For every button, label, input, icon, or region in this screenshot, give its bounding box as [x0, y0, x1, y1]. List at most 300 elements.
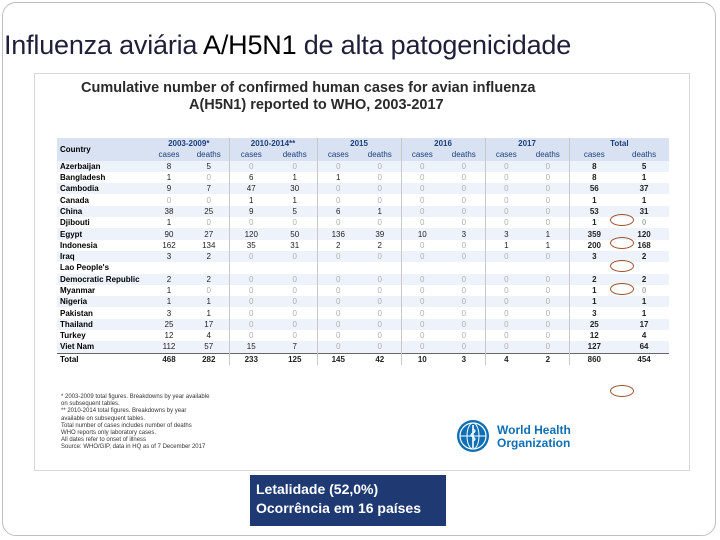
country-cell: Indonesia — [57, 240, 149, 251]
table-body — [57, 161, 669, 365]
table-row — [57, 194, 669, 205]
lethality-text: Letalidade (52,0%) — [256, 481, 379, 497]
panel-title — [81, 80, 641, 114]
deaths-cell: 134 — [189, 240, 229, 251]
cases-cell: 162 — [149, 240, 189, 251]
deaths-cell: 0 — [443, 240, 485, 251]
deaths-cell: 1 — [189, 296, 229, 307]
cases-cell: 0 — [229, 274, 273, 285]
deaths-cell: 1 — [619, 296, 669, 307]
footnote-line: on subsequent tables. — [61, 401, 120, 408]
deaths-cell: 17 — [619, 319, 669, 330]
cases-cell: 0 — [485, 274, 527, 285]
table-row — [57, 330, 669, 341]
deaths-cell: 0 — [359, 274, 401, 285]
deaths-cell: 1 — [527, 240, 569, 251]
deaths-cell: 0 — [359, 330, 401, 341]
cases-cell: 8 — [569, 172, 619, 183]
cases-cell: 0 — [401, 217, 443, 228]
deaths-cell: 2 — [189, 274, 229, 285]
deaths-cell: 5 — [273, 206, 317, 217]
cases-cell: 0 — [229, 319, 273, 330]
cases-cell: 0 — [149, 194, 189, 205]
deaths-cell: 0 — [443, 319, 485, 330]
country-cell: Total — [57, 353, 149, 365]
cases-cell: 38 — [149, 206, 189, 217]
deaths-cell: 0 — [359, 341, 401, 353]
cases-cell: 0 — [317, 217, 359, 228]
deaths-cell: 0 — [527, 274, 569, 285]
cases-cell: 0 — [485, 183, 527, 194]
cases-cell: 12 — [149, 330, 189, 341]
deaths-cell: 168 — [619, 240, 669, 251]
deaths-cell: 2 — [359, 240, 401, 251]
deaths-cell: 0 — [273, 285, 317, 296]
cases-cell: 1 — [569, 285, 619, 296]
deaths-cell: 0 — [443, 296, 485, 307]
deaths-cell: 0 — [443, 183, 485, 194]
deaths-cell: 0 — [443, 285, 485, 296]
title-suffix: de alta patogenicidade — [296, 30, 572, 60]
footnote-line: ** 2010-2014 total figures. Breakdowns by year — [61, 408, 187, 415]
cases-cell: 0 — [317, 319, 359, 330]
cases-cell: 1 — [569, 217, 619, 228]
deaths-cell: 0 — [527, 194, 569, 205]
deaths-cell: 454 — [619, 353, 669, 365]
deaths-cell: 42 — [359, 353, 401, 365]
cases-table — [57, 138, 669, 365]
cases-cell: 0 — [401, 194, 443, 205]
cases-cell: 0 — [485, 172, 527, 183]
country-cell: Nigeria — [57, 296, 149, 307]
deaths-cell: 0 — [359, 172, 401, 183]
highlight-circle — [610, 214, 634, 226]
deaths-cell: 0 — [443, 251, 485, 262]
cases-cell: 0 — [485, 341, 527, 353]
cases-cell: 0 — [317, 251, 359, 262]
cases-cell: 468 — [149, 353, 189, 365]
deaths-cell: 1 — [189, 307, 229, 318]
cases-cell: 35 — [229, 240, 273, 251]
cases-header: cases — [317, 149, 359, 160]
deaths-cell: 0 — [273, 161, 317, 172]
deaths-header: deaths — [527, 149, 569, 160]
cases-cell: 25 — [149, 319, 189, 330]
cases-cell — [317, 262, 359, 273]
who-emblem-icon — [457, 420, 489, 452]
country-cell: Canada — [57, 194, 149, 205]
country-cell: Lao People's — [57, 262, 149, 273]
footnote-line: All dates refer to onset of illness — [61, 437, 147, 444]
deaths-cell: 1 — [527, 228, 569, 239]
who-wordmark-line1: World Health — [497, 423, 571, 437]
deaths-header: deaths — [189, 149, 229, 160]
cases-cell: 0 — [229, 307, 273, 318]
cases-cell: 6 — [317, 206, 359, 217]
cases-cell: 0 — [485, 296, 527, 307]
deaths-cell: 37 — [619, 183, 669, 194]
highlight-circle — [610, 385, 634, 397]
deaths-cell: 0 — [359, 194, 401, 205]
cases-cell: 0 — [229, 251, 273, 262]
deaths-header: deaths — [443, 149, 485, 160]
deaths-cell — [359, 262, 401, 273]
cases-cell: 2 — [569, 274, 619, 285]
cases-cell: 0 — [401, 307, 443, 318]
deaths-cell: 0 — [273, 296, 317, 307]
cases-cell: 0 — [229, 296, 273, 307]
period-header-row — [57, 138, 669, 149]
country-cell: Egypt — [57, 228, 149, 239]
deaths-cell: 0 — [619, 217, 669, 228]
deaths-header: deaths — [359, 149, 401, 160]
deaths-cell: 0 — [273, 330, 317, 341]
cases-cell: 0 — [401, 172, 443, 183]
deaths-cell: 64 — [619, 341, 669, 353]
deaths-cell: 120 — [619, 228, 669, 239]
deaths-cell: 0 — [527, 307, 569, 318]
country-cell: Azerbaijan — [57, 161, 149, 172]
deaths-cell: 0 — [189, 285, 229, 296]
table-row — [57, 240, 669, 251]
cases-cell: 0 — [229, 285, 273, 296]
country-cell: Djibouti — [57, 217, 149, 228]
cases-cell: 0 — [485, 161, 527, 172]
deaths-header: deaths — [273, 149, 317, 160]
cases-cell: 0 — [317, 285, 359, 296]
cases-cell: 0 — [401, 285, 443, 296]
period-header: 2017 — [485, 138, 569, 149]
cases-cell: 1 — [149, 172, 189, 183]
deaths-cell: 0 — [443, 217, 485, 228]
period-header: 2015 — [317, 138, 401, 149]
deaths-cell: 2 — [619, 251, 669, 262]
table-row — [57, 341, 669, 353]
period-header: 2003-2009* — [149, 138, 229, 149]
cases-cell: 25 — [569, 319, 619, 330]
cases-cell: 0 — [401, 319, 443, 330]
deaths-cell: 57 — [189, 341, 229, 353]
cases-cell: 0 — [401, 274, 443, 285]
deaths-cell: 0 — [443, 194, 485, 205]
deaths-cell: 0 — [527, 330, 569, 341]
deaths-cell: 0 — [527, 217, 569, 228]
deaths-cell: 0 — [273, 251, 317, 262]
deaths-cell: 25 — [189, 206, 229, 217]
country-cell: Thailand — [57, 319, 149, 330]
deaths-cell: 0 — [273, 307, 317, 318]
cases-cell: 0 — [317, 307, 359, 318]
deaths-cell: 0 — [359, 251, 401, 262]
deaths-cell: 0 — [189, 172, 229, 183]
deaths-cell: 3 — [443, 353, 485, 365]
cases-header: cases — [485, 149, 527, 160]
cases-cell: 3 — [569, 307, 619, 318]
cases-cell: 0 — [401, 296, 443, 307]
deaths-cell: 0 — [443, 274, 485, 285]
table-row — [57, 251, 669, 262]
cases-header: cases — [149, 149, 189, 160]
cases-cell: 1 — [485, 240, 527, 251]
who-table-image — [34, 73, 690, 471]
country-cell: Turkey — [57, 330, 149, 341]
deaths-cell: 7 — [273, 341, 317, 353]
deaths-cell: 0 — [527, 341, 569, 353]
deaths-cell: 1 — [619, 194, 669, 205]
cases-cell: 0 — [401, 251, 443, 262]
table-row — [57, 183, 669, 194]
deaths-cell: 5 — [189, 161, 229, 172]
deaths-header: deaths — [619, 149, 669, 160]
highlight-circle — [610, 237, 634, 249]
deaths-cell: 0 — [273, 319, 317, 330]
highlight-circle — [610, 260, 634, 272]
cases-cell: 1 — [569, 296, 619, 307]
cases-header: cases — [401, 149, 443, 160]
deaths-cell: 0 — [443, 172, 485, 183]
deaths-cell — [189, 262, 229, 273]
deaths-cell: 0 — [359, 296, 401, 307]
footnote-line: WHO reports only laboratory cases. — [61, 430, 157, 437]
who-wordmark-line2: Organization — [497, 435, 571, 450]
deaths-cell — [273, 262, 317, 273]
country-cell: Pakistan — [57, 307, 149, 318]
table-row — [57, 206, 669, 217]
deaths-cell: 0 — [619, 285, 669, 296]
cases-cell: 127 — [569, 341, 619, 353]
period-header: 2010-2014** — [229, 138, 317, 149]
cases-cell: 0 — [317, 161, 359, 172]
cases-cell: 15 — [229, 341, 273, 353]
deaths-cell: 0 — [443, 206, 485, 217]
cases-cell: 0 — [317, 274, 359, 285]
cases-cell: 90 — [149, 228, 189, 239]
cases-cell: 9 — [229, 206, 273, 217]
deaths-cell: 0 — [443, 341, 485, 353]
deaths-cell: 0 — [527, 251, 569, 262]
cases-cell: 0 — [229, 330, 273, 341]
cases-cell: 4 — [485, 353, 527, 365]
deaths-cell: 3 — [443, 228, 485, 239]
slide-title — [4, 28, 716, 62]
cases-cell: 8 — [149, 161, 189, 172]
deaths-cell: 0 — [273, 217, 317, 228]
deaths-cell — [443, 262, 485, 273]
total-row — [57, 353, 669, 365]
cases-cell: 1 — [317, 172, 359, 183]
cases-cell: 2 — [317, 240, 359, 251]
deaths-cell: 31 — [619, 206, 669, 217]
table-row — [57, 296, 669, 307]
who-logo — [457, 418, 657, 458]
cases-cell — [229, 262, 273, 273]
cases-cell: 0 — [485, 206, 527, 217]
cases-cell: 0 — [401, 206, 443, 217]
deaths-cell: 0 — [359, 161, 401, 172]
country-cell: Myanmar — [57, 285, 149, 296]
footnotes — [61, 394, 301, 452]
deaths-cell: 2 — [527, 353, 569, 365]
deaths-cell: 0 — [273, 274, 317, 285]
country-cell: Viet Nam — [57, 341, 149, 353]
footnote-line: available on subsequent tables. — [61, 415, 146, 422]
period-header: 2016 — [401, 138, 485, 149]
who-wordmark — [497, 424, 571, 449]
panel-title-line2: A(H5N1) reported to WHO, 2003-2017 — [189, 97, 444, 113]
cases-cell: 0 — [317, 296, 359, 307]
cases-cell: 10 — [401, 353, 443, 365]
cases-cell: 0 — [317, 330, 359, 341]
deaths-cell: 0 — [359, 183, 401, 194]
cases-cell: 0 — [485, 330, 527, 341]
deaths-cell: 0 — [527, 183, 569, 194]
table-row — [57, 262, 669, 273]
deaths-cell: 282 — [189, 353, 229, 365]
cases-cell — [485, 262, 527, 273]
cases-cell: 0 — [485, 307, 527, 318]
cases-cell: 2 — [149, 274, 189, 285]
table-row — [57, 172, 669, 183]
deaths-cell: 31 — [273, 240, 317, 251]
cases-cell: 0 — [229, 217, 273, 228]
cases-cell: 1 — [149, 296, 189, 307]
deaths-cell: 7 — [189, 183, 229, 194]
deaths-cell: 0 — [189, 194, 229, 205]
deaths-cell: 1 — [273, 194, 317, 205]
cases-cell: 0 — [317, 194, 359, 205]
cases-cell: 1 — [149, 217, 189, 228]
country-cell: China — [57, 206, 149, 217]
deaths-cell: 125 — [273, 353, 317, 365]
deaths-cell: 1 — [273, 172, 317, 183]
cases-cell: 1 — [569, 194, 619, 205]
cases-cell: 0 — [401, 240, 443, 251]
cases-cell: 3 — [569, 251, 619, 262]
cases-header: cases — [229, 149, 273, 160]
cases-cell: 136 — [317, 228, 359, 239]
deaths-cell: 0 — [359, 307, 401, 318]
cases-cell: 9 — [149, 183, 189, 194]
country-cell: Democratic Republic — [57, 274, 149, 285]
table-row — [57, 285, 669, 296]
table-row — [57, 319, 669, 330]
title-prefix: Influenza aviária — [4, 30, 204, 60]
deaths-cell: 2 — [189, 251, 229, 262]
deaths-cell: 30 — [273, 183, 317, 194]
period-header: Total — [569, 138, 669, 149]
deaths-cell: 17 — [189, 319, 229, 330]
deaths-cell: 0 — [527, 172, 569, 183]
cases-cell: 200 — [569, 240, 619, 251]
cases-cell: 56 — [569, 183, 619, 194]
cases-header: cases — [569, 149, 619, 160]
deaths-cell: 0 — [443, 330, 485, 341]
cases-cell: 3 — [149, 307, 189, 318]
deaths-cell: 1 — [619, 172, 669, 183]
deaths-cell: 0 — [527, 296, 569, 307]
cases-cell: 860 — [569, 353, 619, 365]
deaths-cell: 0 — [359, 285, 401, 296]
cases-cell: 3 — [149, 251, 189, 262]
deaths-cell: 4 — [619, 330, 669, 341]
cases-cell: 53 — [569, 206, 619, 217]
cases-cell — [401, 262, 443, 273]
cases-cell: 12 — [569, 330, 619, 341]
country-cell: Iraq — [57, 251, 149, 262]
table-row — [57, 228, 669, 239]
footnote-line: Total number of cases includes number of deaths — [61, 422, 192, 429]
deaths-cell: 0 — [527, 206, 569, 217]
deaths-cell: 5 — [619, 161, 669, 172]
deaths-cell: 0 — [359, 217, 401, 228]
cases-cell: 10 — [401, 228, 443, 239]
occurrence-text: Ocorrência em 16 países — [256, 500, 421, 516]
country-cell: Bangladesh — [57, 172, 149, 183]
cases-cell: 8 — [569, 161, 619, 172]
deaths-cell: 2 — [619, 274, 669, 285]
cases-cell: 145 — [317, 353, 359, 365]
footnote-line: Source: WHO/GIP, data in HQ as of 7 December 2017 — [61, 444, 206, 451]
table-row — [57, 274, 669, 285]
country-cell: Cambodia — [57, 183, 149, 194]
title-strain: A/H5N1 — [203, 30, 297, 60]
table-row — [57, 161, 669, 172]
cases-cell: 0 — [317, 341, 359, 353]
cases-cell: 0 — [485, 194, 527, 205]
deaths-cell: 50 — [273, 228, 317, 239]
stats-callout — [250, 475, 446, 526]
deaths-cell: 0 — [189, 217, 229, 228]
deaths-cell: 0 — [443, 161, 485, 172]
deaths-cell: 0 — [443, 307, 485, 318]
deaths-cell: 39 — [359, 228, 401, 239]
cases-cell: 0 — [229, 161, 273, 172]
footnote-line: * 2003-2009 total figures. Breakdowns by year available — [61, 394, 210, 400]
cases-cell: 0 — [485, 217, 527, 228]
cases-cell: 0 — [485, 285, 527, 296]
deaths-cell: 1 — [359, 206, 401, 217]
cases-cell: 359 — [569, 228, 619, 239]
cases-cell: 0 — [485, 251, 527, 262]
table-row — [57, 217, 669, 228]
cases-cell: 1 — [149, 285, 189, 296]
cases-cell: 0 — [401, 183, 443, 194]
cases-cell: 0 — [401, 161, 443, 172]
cases-cell: 233 — [229, 353, 273, 365]
country-header: Country — [57, 138, 149, 161]
deaths-cell: 0 — [359, 319, 401, 330]
deaths-cell: 0 — [527, 319, 569, 330]
cases-cell: 0 — [401, 341, 443, 353]
panel-title-line1: Cumulative number of confirmed human cases for avian influenza — [81, 80, 536, 96]
deaths-cell: 4 — [189, 330, 229, 341]
cases-cell — [149, 262, 189, 273]
cases-cell: 112 — [149, 341, 189, 353]
deaths-cell: 1 — [619, 307, 669, 318]
deaths-cell: 0 — [527, 161, 569, 172]
deaths-cell: 0 — [527, 285, 569, 296]
table-row — [57, 307, 669, 318]
cases-cell: 1 — [229, 194, 273, 205]
deaths-cell: 27 — [189, 228, 229, 239]
highlight-circle — [610, 283, 634, 295]
cases-cell: 3 — [485, 228, 527, 239]
sub-header-row — [57, 149, 669, 160]
deaths-cell — [527, 262, 569, 273]
cases-cell: 0 — [401, 330, 443, 341]
cases-cell: 0 — [485, 319, 527, 330]
cases-cell: 0 — [317, 183, 359, 194]
